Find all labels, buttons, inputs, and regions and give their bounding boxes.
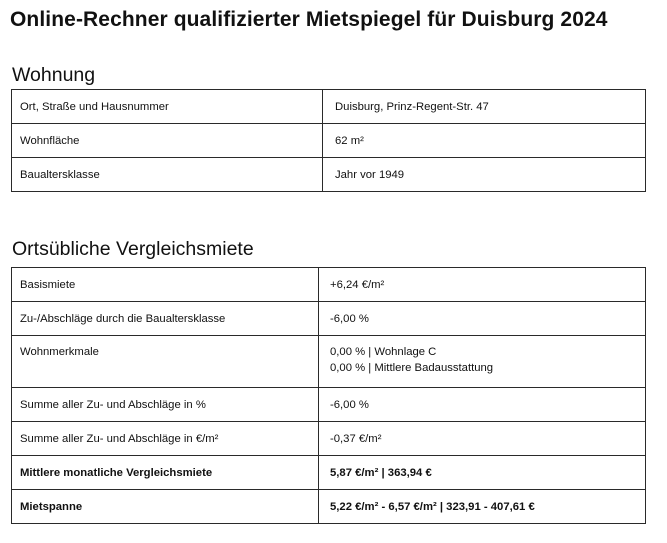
row-value: -6,00 % xyxy=(319,388,646,422)
page-title: Online-Rechner qualifizierter Mietspiegel für Duisburg 2024 xyxy=(10,8,608,31)
table-row xyxy=(12,456,646,490)
table-row xyxy=(12,388,646,422)
section-heading-vergleichsmiete: Ortsübliche Vergleichsmiete xyxy=(12,238,254,260)
table-row xyxy=(12,90,646,124)
row-value: -6,00 % xyxy=(319,302,646,336)
row-value: Duisburg, Prinz-Regent-Str. 47 xyxy=(323,90,646,124)
wohnung-table xyxy=(11,89,646,192)
table-row xyxy=(12,336,646,388)
wohnlage-value: 0,00 % | Wohnlage C xyxy=(330,346,437,358)
row-value: -0,37 €/m² xyxy=(319,422,646,456)
vergleichsmiete-table xyxy=(11,267,646,524)
row-label: Wohnfläche xyxy=(12,124,323,158)
table-row xyxy=(12,158,646,192)
badausstattung-value: 0,00 % | Mittlere Badausstattung xyxy=(330,362,494,374)
row-value: 5,22 €/m² - 6,57 €/m² | 323,91 - 407,61 € xyxy=(319,490,646,524)
table-row xyxy=(12,268,646,302)
row-value xyxy=(319,336,646,388)
row-label: Summe aller Zu- und Abschläge in €/m² xyxy=(12,422,319,456)
row-value: 5,87 €/m² | 363,94 € xyxy=(319,456,646,490)
table-row xyxy=(12,422,646,456)
row-label: Basismiete xyxy=(12,268,319,302)
row-label: Wohnmerkmale xyxy=(12,336,319,388)
row-label: Baualtersklasse xyxy=(12,158,323,192)
table-row xyxy=(12,124,646,158)
row-label: Ort, Straße und Hausnummer xyxy=(12,90,323,124)
row-value: +6,24 €/m² xyxy=(319,268,646,302)
row-value: 62 m² xyxy=(323,124,646,158)
table-row xyxy=(12,302,646,336)
row-label: Mittlere monatliche Vergleichsmiete xyxy=(12,456,319,490)
row-label: Mietspanne xyxy=(12,490,319,524)
row-label: Zu-/Abschläge durch die Baualtersklasse xyxy=(12,302,319,336)
row-value: Jahr vor 1949 xyxy=(323,158,646,192)
row-label: Summe aller Zu- und Abschläge in % xyxy=(12,388,319,422)
section-heading-wohnung: Wohnung xyxy=(12,64,96,86)
table-row xyxy=(12,490,646,524)
